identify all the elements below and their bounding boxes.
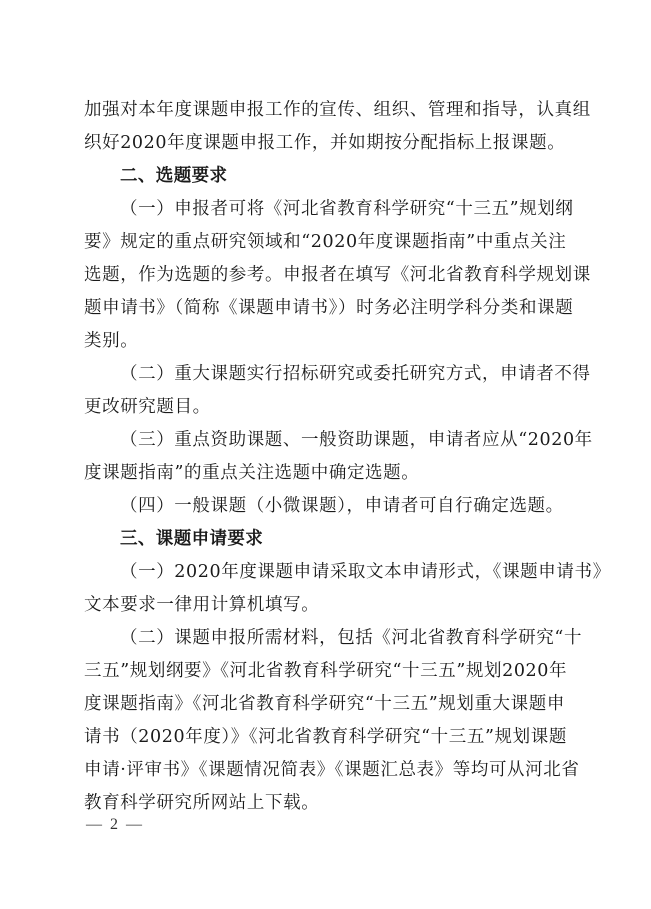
paragraph-line: 三五”规划纲要》《河北省教育科学研究“十三五”规划2020年 — [84, 661, 568, 681]
paragraph-line: 度课题指南》《河北省教育科学研究“十三五”规划重大课题申 — [84, 694, 565, 714]
paragraph-line: 教育科学研究所网站上下载。 — [84, 793, 320, 813]
paragraph-line: 更改研究题目。 — [84, 397, 211, 417]
paragraph-line: 申请·评审书》《课题情况简表》《课题汇总表》等均可从河北省 — [84, 760, 580, 780]
paragraph-line: 类别。 — [84, 331, 139, 351]
paragraph-line: 选题，作为选题的参考。申报者在填写《河北省教育科学规划课 — [84, 265, 591, 285]
paragraph-line: 要》规定的重点研究领域和“2020年度课题指南”中重点关注 — [84, 232, 567, 252]
paragraph-line: （三）重点资助课题、一般资助课题，申请者应从“2020年 — [120, 430, 593, 450]
paragraph-line: （一）2020年度课题申请采取文本申请形式，《课题申请书》 — [120, 562, 611, 582]
paragraph-line: 织好2020年度课题申报工作，并如期按分配指标上报课题。 — [84, 133, 566, 153]
paragraph-line: （二）重大课题实行招标研究或委托研究方式，申请者不得 — [120, 364, 591, 384]
paragraph-line: （二）课题申报所需材料，包括《河北省教育科学研究“十 — [120, 628, 583, 648]
paragraph-line: 题申请书》（简称《课题申请书》）时务必注明学科分类和课题 — [84, 298, 574, 318]
section-heading: 三、课题申请要求 — [120, 529, 264, 549]
paragraph-line: 文本要求一律用计算机填写。 — [84, 595, 320, 615]
paragraph-line: 请书（2020年度）》《河北省教育科学研究“十三五”规划课题 — [84, 727, 567, 747]
paragraph-line: （一）申报者可将《河北省教育科学研究“十三五”规划纲 — [120, 199, 574, 219]
paragraph-line: 度课题指南”的重点关注选题中确定选题。 — [84, 463, 420, 483]
section-heading: 二、选题要求 — [120, 166, 228, 186]
page-number: — 2 — — [86, 816, 144, 833]
paragraph-line: （四）一般课题（小微课题），申请者可自行确定选题。 — [120, 496, 564, 516]
paragraph-line: 加强对本年度课题申报工作的宣传、组织、管理和指导，认真组 — [84, 100, 591, 120]
